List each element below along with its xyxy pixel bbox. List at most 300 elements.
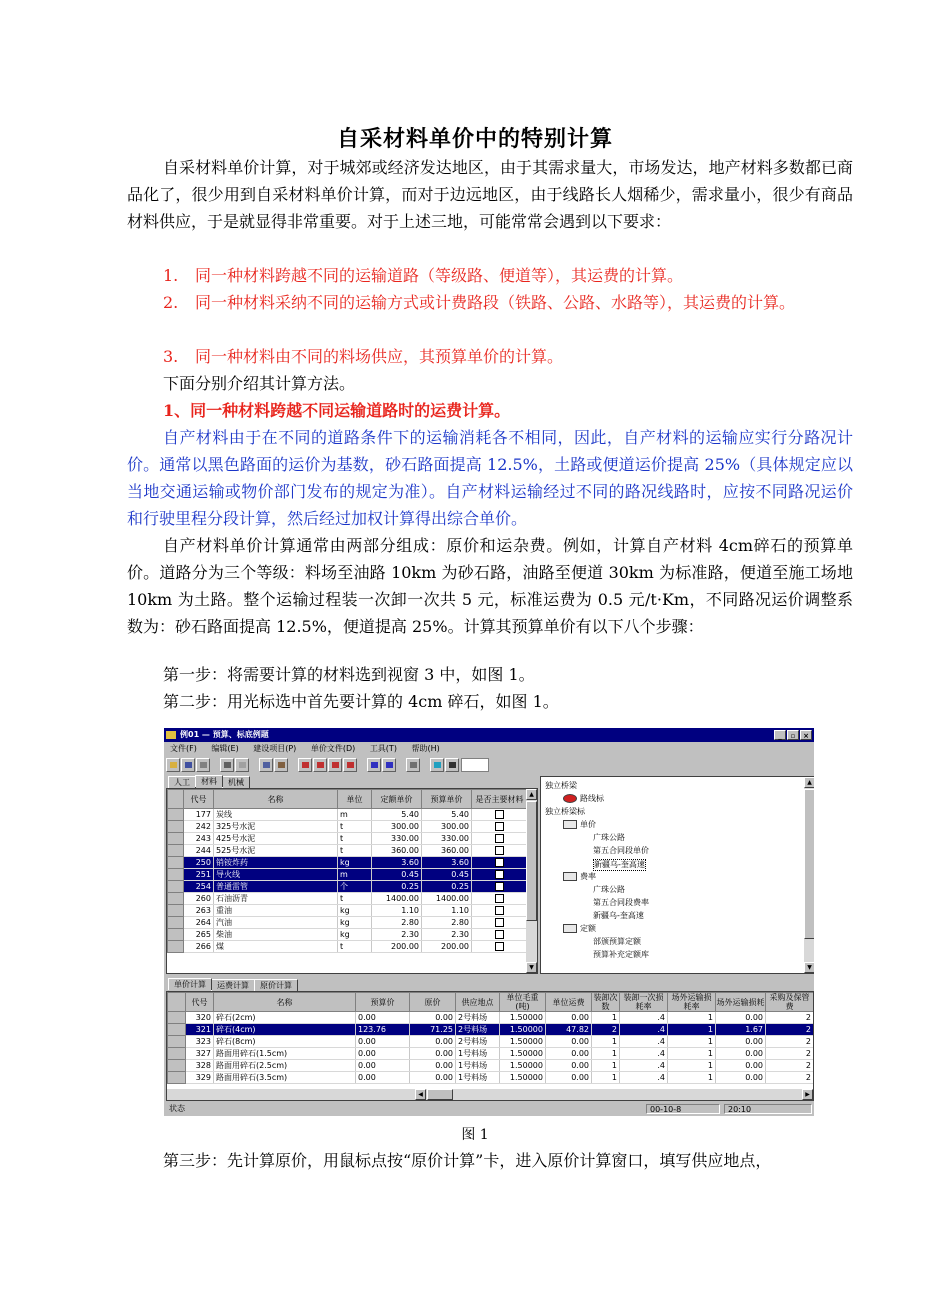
code-cell: 243 xyxy=(184,833,214,845)
column-header[interactable]: 单位 xyxy=(338,790,372,809)
main-material-cell xyxy=(472,941,528,953)
list-text: 同一种材料由不同的料场供应，其预算单价的计算。 xyxy=(195,347,564,366)
code-cell: 250 xyxy=(184,857,214,869)
quota-price-cell: 330.00 xyxy=(372,833,422,845)
material-grid xyxy=(166,788,538,974)
main-material-cell xyxy=(472,833,528,845)
main-material-cell xyxy=(472,905,528,917)
main-material-cell xyxy=(472,893,528,905)
toolbar-input[interactable] xyxy=(461,758,489,772)
tab-machinery[interactable]: 机械 xyxy=(222,776,250,788)
budget-price-cell: 0.45 xyxy=(422,869,472,881)
tab-material[interactable]: 材料 xyxy=(195,775,223,787)
original-price-cell: 0.00 xyxy=(410,1048,456,1060)
name-cell: 销铵炸药 xyxy=(214,857,338,869)
name-cell: 碎石(2cm) xyxy=(214,1012,356,1024)
row-indicator[interactable] xyxy=(168,845,184,857)
intro-paragraph: 自采材料单价计算，对于城郊或经济发达地区，由于其需求量大，市场发达，地产材料多数都已商品化了，很少用到自采材料单价计算，而对于边远地区，由于线路长人烟稀少，需求量小，很少有商品材料供应，于是就显得非常重要。对于上述三地，可能常常会遇到以下要求： xyxy=(127,158,853,231)
menu-tools[interactable]: 工具(T) xyxy=(369,744,397,753)
checkbox[interactable] xyxy=(495,906,504,915)
column-header[interactable]: 定额单价 xyxy=(372,790,422,809)
name-cell: 石油沥青 xyxy=(214,893,338,905)
quota-price-cell: 1400.00 xyxy=(372,893,422,905)
supply-place-cell: 1号料场 xyxy=(456,1072,500,1084)
row-indicator[interactable] xyxy=(168,941,184,953)
code-cell: 320 xyxy=(186,1012,214,1024)
name-cell: 导火线 xyxy=(214,869,338,881)
scroll-up-icon[interactable]: ▲ xyxy=(804,777,814,788)
budget-price-cell: 0.00 xyxy=(356,1072,410,1084)
scroll-down-icon[interactable]: ▼ xyxy=(804,962,814,973)
tab-freight-calc[interactable]: 运费计算 xyxy=(211,979,255,991)
scroll-up-icon[interactable]: ▲ xyxy=(526,789,537,800)
column-header[interactable]: 代号 xyxy=(186,993,214,1012)
unit-weight-cell: 1.50000 xyxy=(500,1024,546,1036)
main-material-cell xyxy=(472,869,528,881)
restore-icon[interactable]: ▫ xyxy=(787,730,799,740)
code-cell: 328 xyxy=(186,1060,214,1072)
menu-unit-price-file[interactable]: 单价文件(D) xyxy=(310,744,356,753)
original-price-cell: 0.00 xyxy=(410,1036,456,1048)
delete-row-icon[interactable] xyxy=(382,758,396,772)
quota-price-cell: 300.00 xyxy=(372,821,422,833)
quota-price-cell: 3.60 xyxy=(372,857,422,869)
name-cell: 425号水泥 xyxy=(214,833,338,845)
table-row[interactable] xyxy=(168,1012,814,1024)
code-cell: 244 xyxy=(184,845,214,857)
budget-price-cell: 0.00 xyxy=(356,1060,410,1072)
column-header[interactable]: 是否主要材料 xyxy=(472,790,528,809)
scroll-left-icon[interactable]: ◀ xyxy=(415,1089,426,1100)
row-indicator[interactable] xyxy=(168,869,184,881)
list-item xyxy=(163,343,853,370)
transport-loss-rate-cell: 1 xyxy=(668,1012,716,1024)
unit-freight-cell: 47.82 xyxy=(546,1024,592,1036)
original-price-cell: 0.00 xyxy=(410,1060,456,1072)
tree-scrollbar[interactable] xyxy=(804,777,814,973)
list-text: 同一种材料采纳不同的运输方式或计费路段（铁路、公路、水路等），其运费的计算。 xyxy=(195,293,796,312)
row-indicator[interactable] xyxy=(168,929,184,941)
purchase-fee-cell: 2 xyxy=(766,1048,814,1060)
handling-times-cell: 1 xyxy=(592,1048,620,1060)
transport-loss-rate-cell: 1 xyxy=(668,1036,716,1048)
tab-original-price-calc[interactable]: 原价计算 xyxy=(254,979,298,991)
list-item xyxy=(163,262,853,289)
table-row[interactable] xyxy=(168,845,528,857)
main-material-cell xyxy=(472,917,528,929)
tree-node[interactable] xyxy=(593,911,644,921)
list-text: 同一种材料跨越不同的运输道路（等级路、便道等），其运费的计算。 xyxy=(195,266,684,285)
row-indicator-header xyxy=(168,790,184,809)
table-row[interactable] xyxy=(168,1048,814,1060)
supply-place-cell: 1号料场 xyxy=(456,1060,500,1072)
name-cell: 路面用碎石(3.5cm) xyxy=(214,1072,356,1084)
column-header[interactable]: 名称 xyxy=(214,790,338,809)
unit-freight-cell: 0.00 xyxy=(546,1060,592,1072)
unit-cell: 个 xyxy=(338,881,372,893)
checkbox[interactable] xyxy=(495,882,504,891)
status-label: 状态 xyxy=(169,1104,185,1113)
table-row[interactable] xyxy=(168,809,528,821)
tree-node[interactable] xyxy=(593,885,625,895)
transport-loss-rate-cell: 1 xyxy=(668,1024,716,1036)
calc-table xyxy=(167,992,814,1084)
name-cell: 路面用碎石(1.5cm) xyxy=(214,1048,356,1060)
column-header[interactable]: 单位运费 xyxy=(546,993,592,1012)
quota-price-cell: 1.10 xyxy=(372,905,422,917)
color-icon[interactable] xyxy=(430,758,444,772)
unit-cell: m xyxy=(338,809,372,821)
budget-price-cell: 360.00 xyxy=(422,845,472,857)
name-cell: 煤 xyxy=(214,941,338,953)
tree-node-label: 独立桥梁标 xyxy=(545,807,585,816)
tree-node[interactable] xyxy=(593,898,649,908)
code-cell: 266 xyxy=(184,941,214,953)
section1-example-paragraph: 自产材料单价计算通常由两部分组成：原价和运杂费。例如，计算自产材料 4cm碎石的预算单价。道路分为三个等级：料场至油路 10km 为砂石路，油路至便道 30km 为标准路，便道至施工场地 10km 为土路。整个运输过程装一次卸一次共 5 元，标准运费为 0.5 元/t·Km，不同路况运价调整系数为：砂石路面提高 12.5%，便道提高 25%。计算其预算单价有以下八个步骤： xyxy=(127,536,853,636)
budget-price-cell: 1400.00 xyxy=(422,893,472,905)
original-price-cell: 0.00 xyxy=(410,1012,456,1024)
main-material-cell xyxy=(472,809,528,821)
main-material-cell xyxy=(472,929,528,941)
copy-icon[interactable] xyxy=(259,758,273,772)
list-number: 2. xyxy=(163,293,179,312)
menu-help[interactable]: 帮助(H) xyxy=(411,744,440,753)
code-cell: 254 xyxy=(184,881,214,893)
row-indicator[interactable] xyxy=(168,881,184,893)
quota-price-cell: 360.00 xyxy=(372,845,422,857)
folder-red-icon xyxy=(563,794,577,803)
unit-cell: kg xyxy=(338,929,372,941)
step1-paragraph: 第一步：将需要计算的材料选到视窗 3 中，如图 1。 xyxy=(163,665,535,684)
status-date: 00-10-8 xyxy=(646,1104,720,1114)
figure-caption: 图 1 xyxy=(461,1127,489,1143)
name-cell: 325号水泥 xyxy=(214,821,338,833)
unit-freight-cell: 0.00 xyxy=(546,1072,592,1084)
handling-times-cell: 1 xyxy=(592,1060,620,1072)
handling-times-cell: 2 xyxy=(592,1024,620,1036)
supply-place-cell: 2号料场 xyxy=(456,1012,500,1024)
handling-times-cell: 1 xyxy=(592,1012,620,1024)
tree-node[interactable] xyxy=(593,859,646,871)
unit-cell: kg xyxy=(338,857,372,869)
quota-price-cell: 2.30 xyxy=(372,929,422,941)
transport-loss-cell: 1.67 xyxy=(716,1024,766,1036)
row-indicator[interactable] xyxy=(168,1072,186,1084)
purchase-fee-cell: 2 xyxy=(766,1072,814,1084)
list-item xyxy=(163,289,853,316)
row-indicator[interactable] xyxy=(168,1012,186,1024)
table-row[interactable] xyxy=(168,893,528,905)
step2-paragraph: 第二步：用光标选中首先要计算的 4cm 碎石，如图 1。 xyxy=(163,692,559,711)
column-header[interactable]: 预算价 xyxy=(356,993,410,1012)
handling-times-cell: 1 xyxy=(592,1072,620,1084)
tree-node[interactable] xyxy=(563,872,596,882)
row-indicator-header xyxy=(168,993,186,1012)
row-indicator[interactable] xyxy=(168,1048,186,1060)
code-cell: 329 xyxy=(186,1072,214,1084)
app-window-screenshot xyxy=(164,728,814,1116)
unit-cell: t xyxy=(338,845,372,857)
insert-row-icon[interactable] xyxy=(367,758,381,772)
name-cell: 重油 xyxy=(214,905,338,917)
calc3-icon[interactable] xyxy=(328,758,342,772)
purchase-fee-cell: 2 xyxy=(766,1036,814,1048)
table-row[interactable] xyxy=(168,1060,814,1072)
table-row[interactable] xyxy=(168,869,528,881)
scroll-right-icon[interactable]: ▶ xyxy=(802,1089,813,1100)
menu-edit[interactable]: 编辑(E) xyxy=(211,744,239,753)
calc-tabs xyxy=(168,979,297,990)
name-cell: 炭线 xyxy=(214,809,338,821)
edit-icon[interactable] xyxy=(406,758,420,772)
tree-node-label: 定额 xyxy=(580,924,596,933)
transport-loss-cell: 0.00 xyxy=(716,1048,766,1060)
tree-node[interactable] xyxy=(593,846,649,856)
close-icon[interactable]: × xyxy=(800,730,812,740)
row-indicator[interactable] xyxy=(168,833,184,845)
code-cell: 321 xyxy=(186,1024,214,1036)
column-header[interactable]: 名称 xyxy=(214,993,356,1012)
window-titlebar xyxy=(164,728,814,742)
preview-icon[interactable] xyxy=(235,758,249,772)
main-material-cell xyxy=(472,881,528,893)
book-icon xyxy=(563,820,577,829)
status-time: 20:10 xyxy=(724,1104,812,1114)
unit-freight-cell: 0.00 xyxy=(546,1036,592,1048)
budget-price-cell: 300.00 xyxy=(422,821,472,833)
column-header[interactable]: 原价 xyxy=(410,993,456,1012)
calc4-icon[interactable] xyxy=(343,758,357,772)
table-row[interactable] xyxy=(168,833,528,845)
tree-node-label: 独立桥梁 xyxy=(545,781,577,790)
code-cell: 177 xyxy=(184,809,214,821)
tree-node[interactable] xyxy=(563,820,596,830)
checkbox[interactable] xyxy=(495,918,504,927)
tree-node[interactable] xyxy=(593,833,625,843)
unit-cell: m xyxy=(338,869,372,881)
code-cell: 327 xyxy=(186,1048,214,1060)
column-header[interactable]: 单位毛重(吨) xyxy=(500,993,546,1012)
budget-price-cell: 330.00 xyxy=(422,833,472,845)
purchase-fee-cell: 2 xyxy=(766,1024,814,1036)
transport-loss-cell: 0.00 xyxy=(716,1012,766,1024)
row-indicator[interactable] xyxy=(168,809,184,821)
table-row[interactable] xyxy=(168,905,528,917)
supply-place-cell: 2号料场 xyxy=(456,1036,500,1048)
calc2-icon[interactable] xyxy=(313,758,327,772)
quota-price-cell: 0.45 xyxy=(372,869,422,881)
row-indicator[interactable] xyxy=(168,905,184,917)
row-indicator[interactable] xyxy=(168,1036,186,1048)
tree-node[interactable] xyxy=(563,794,604,804)
code-cell: 323 xyxy=(186,1036,214,1048)
table-row[interactable] xyxy=(168,941,528,953)
unit-weight-cell: 1.50000 xyxy=(500,1048,546,1060)
tree-node-label: 广珠公路 xyxy=(593,833,625,842)
original-price-cell: 0.00 xyxy=(410,1072,456,1084)
print-icon[interactable] xyxy=(220,758,234,772)
row-indicator[interactable] xyxy=(168,917,184,929)
handling-times-cell: 1 xyxy=(592,1036,620,1048)
row-indicator[interactable] xyxy=(168,857,184,869)
column-header[interactable]: 供应地点 xyxy=(456,993,500,1012)
menu-file[interactable]: 文件(F) xyxy=(170,744,197,753)
window-title: 例01 — 预算、标底例题 xyxy=(180,730,269,739)
unit-weight-cell: 1.50000 xyxy=(500,1036,546,1048)
budget-price-cell: 5.40 xyxy=(422,809,472,821)
table-row[interactable] xyxy=(168,1024,814,1036)
scroll-thumb[interactable] xyxy=(427,1089,453,1100)
unit-freight-cell: 0.00 xyxy=(546,1048,592,1060)
project-tree xyxy=(540,776,814,974)
quota-price-cell: 5.40 xyxy=(372,809,422,821)
status-bar xyxy=(164,1102,814,1116)
table-row[interactable] xyxy=(168,1072,814,1084)
handling-loss-cell: .4 xyxy=(620,1048,668,1060)
tree-node[interactable] xyxy=(593,950,649,960)
tree-node-label: 广珠公路 xyxy=(593,885,625,894)
transport-loss-rate-cell: 1 xyxy=(668,1060,716,1072)
app-logo-icon xyxy=(166,731,176,739)
table-row[interactable] xyxy=(168,881,528,893)
code-cell: 264 xyxy=(184,917,214,929)
column-header[interactable]: 装卸一次损耗率 xyxy=(620,993,668,1012)
budget-price-cell: 0.00 xyxy=(356,1048,410,1060)
unit-cell: t xyxy=(338,893,372,905)
column-header[interactable]: 场外运输损耗 xyxy=(716,993,766,1012)
original-price-cell: 71.25 xyxy=(410,1024,456,1036)
code-cell: 242 xyxy=(184,821,214,833)
material-grid-scrollbar[interactable] xyxy=(526,789,537,973)
column-header[interactable]: 代号 xyxy=(184,790,214,809)
calc-grid-hscrollbar[interactable] xyxy=(167,1089,813,1100)
table-row[interactable] xyxy=(168,917,528,929)
calc-icon[interactable] xyxy=(298,758,312,772)
handling-loss-cell: .4 xyxy=(620,1072,668,1084)
code-cell: 260 xyxy=(184,893,214,905)
table-row[interactable] xyxy=(168,1036,814,1048)
purchase-fee-cell: 2 xyxy=(766,1012,814,1024)
row-indicator[interactable] xyxy=(168,821,184,833)
handling-loss-cell: .4 xyxy=(620,1024,668,1036)
checkbox[interactable] xyxy=(495,870,504,879)
toolbar xyxy=(164,756,814,774)
tab-labor[interactable]: 人工 xyxy=(168,776,196,788)
row-indicator[interactable] xyxy=(168,1024,186,1036)
table-row[interactable] xyxy=(168,857,528,869)
checkbox[interactable] xyxy=(495,942,504,951)
main-material-cell xyxy=(472,845,528,857)
menu-project[interactable]: 建设项目(P) xyxy=(253,744,297,753)
name-cell: 525号水泥 xyxy=(214,845,338,857)
budget-price-cell: 1.10 xyxy=(422,905,472,917)
column-header[interactable]: 装卸次数 xyxy=(593,993,618,1011)
code-cell: 265 xyxy=(184,929,214,941)
transport-loss-cell: 0.00 xyxy=(716,1060,766,1072)
checkbox[interactable] xyxy=(495,846,504,855)
scroll-down-icon[interactable]: ▼ xyxy=(526,962,537,973)
name-cell: 路面用碎石(2.5cm) xyxy=(214,1060,356,1072)
tree-node[interactable] xyxy=(545,807,585,817)
tree-node-label: 第五合同段费率 xyxy=(593,898,649,907)
list-number: 1. xyxy=(163,266,179,285)
checkbox[interactable] xyxy=(495,822,504,831)
scroll-thumb[interactable] xyxy=(804,789,814,939)
quota-price-cell: 2.80 xyxy=(372,917,422,929)
supply-place-cell: 2号料场 xyxy=(456,1024,500,1036)
handling-loss-cell: .4 xyxy=(620,1012,668,1024)
transport-loss-cell: 0.00 xyxy=(716,1036,766,1048)
row-indicator[interactable] xyxy=(168,1060,186,1072)
budget-price-cell: 0.00 xyxy=(356,1036,410,1048)
name-cell: 柴油 xyxy=(214,929,338,941)
code-cell: 263 xyxy=(184,905,214,917)
intro2-paragraph: 下面分别介绍其计算方法。 xyxy=(163,374,356,393)
checkbox[interactable] xyxy=(495,930,504,939)
close-x-icon[interactable] xyxy=(445,758,459,772)
open-folder-icon[interactable] xyxy=(166,758,180,772)
budget-price-cell: 123.76 xyxy=(356,1024,410,1036)
properties-icon[interactable] xyxy=(196,758,210,772)
minimize-icon[interactable]: _ xyxy=(774,730,786,740)
paste-icon[interactable] xyxy=(274,758,288,772)
main-material-cell xyxy=(472,821,528,833)
supply-place-cell: 1号料场 xyxy=(456,1048,500,1060)
save-icon[interactable] xyxy=(181,758,195,772)
column-header[interactable]: 采购及保管费 xyxy=(766,993,814,1012)
unit-weight-cell: 1.50000 xyxy=(500,1072,546,1084)
page-title: 自采材料单价中的特别计算 xyxy=(336,127,613,152)
column-header[interactable]: 预算单价 xyxy=(422,790,472,809)
handling-loss-cell: .4 xyxy=(620,1060,668,1072)
checkbox[interactable] xyxy=(495,810,504,819)
tree-node-label: 第五合同段单价 xyxy=(593,846,649,855)
step3-paragraph: 第三步：先计算原价，用鼠标点按“原价计算”卡，进入原价计算窗口，填写供应地点， xyxy=(163,1151,772,1170)
unit-cell: t xyxy=(338,833,372,845)
purchase-fee-cell: 2 xyxy=(766,1060,814,1072)
budget-price-cell: 2.30 xyxy=(422,929,472,941)
row-indicator[interactable] xyxy=(168,893,184,905)
column-header[interactable]: 场外运输损耗率 xyxy=(668,993,716,1012)
tab-unit-price-calc[interactable]: 单价计算 xyxy=(168,978,212,990)
unit-weight-cell: 1.50000 xyxy=(500,1060,546,1072)
handling-loss-cell: .4 xyxy=(620,1036,668,1048)
table-row[interactable] xyxy=(168,929,528,941)
budget-price-cell: 3.60 xyxy=(422,857,472,869)
checkbox[interactable] xyxy=(495,858,504,867)
tree-node-label: 部颁预算定额 xyxy=(593,937,641,946)
checkbox[interactable] xyxy=(495,834,504,843)
checkbox[interactable] xyxy=(495,894,504,903)
tree-node[interactable] xyxy=(545,781,577,791)
name-cell: 普通雷管 xyxy=(214,881,338,893)
budget-price-cell: 200.00 xyxy=(422,941,472,953)
tree-node[interactable] xyxy=(563,924,596,934)
unit-cell: kg xyxy=(338,917,372,929)
scroll-thumb[interactable] xyxy=(526,801,537,921)
unit-freight-cell: 0.00 xyxy=(546,1012,592,1024)
name-cell: 碎石(8cm) xyxy=(214,1036,356,1048)
menu-bar xyxy=(164,742,814,755)
unit-weight-cell: 1.50000 xyxy=(500,1012,546,1024)
section1-heading: 1、同一种材料跨越不同运输道路时的运费计算。 xyxy=(163,401,511,420)
transport-loss-rate-cell: 1 xyxy=(668,1048,716,1060)
tree-node-label: 新疆乌-奎高速 xyxy=(593,911,644,920)
unit-cell: t xyxy=(338,941,372,953)
tree-node[interactable] xyxy=(593,937,641,947)
unit-cell: t xyxy=(338,821,372,833)
table-row[interactable] xyxy=(168,821,528,833)
